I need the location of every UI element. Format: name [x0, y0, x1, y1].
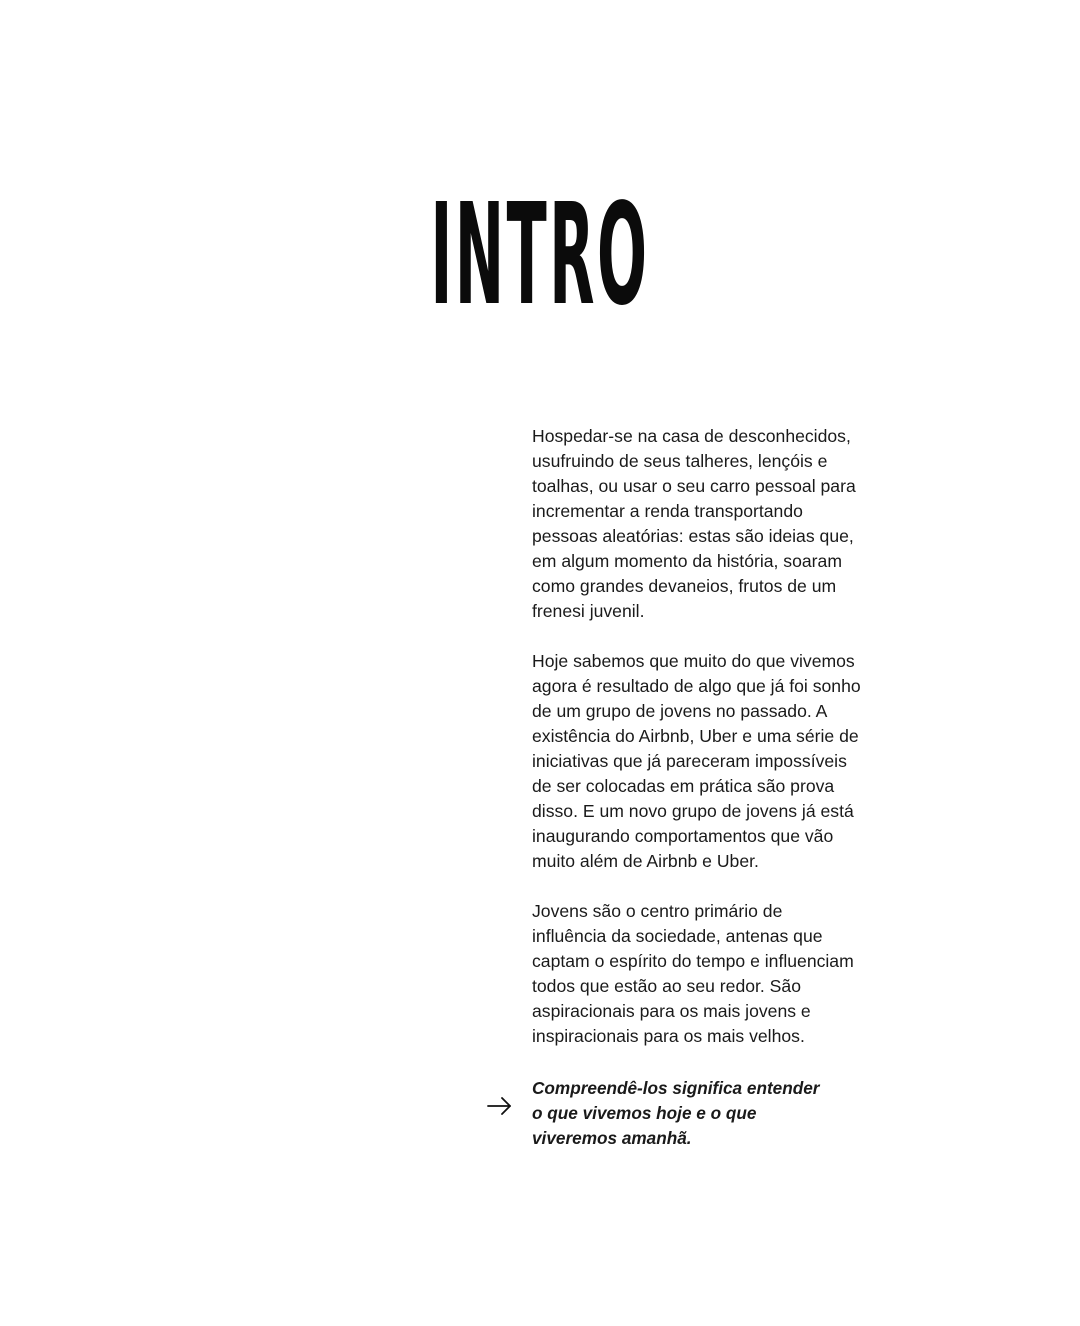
intro-paragraph-2: Hoje sabemos que muito do que vivemos agora é resultado de algo que já foi sonho de um grupo de jovens no passado. A existência do Airbnb, Uber e uma série de iniciativas que já pareceram impossíveis de ser colocadas em prática são prova disso. E um novo grupo de jovens já está inaugurando comportamentos que vão muito além de Airbnb e Uber.: [532, 651, 861, 871]
arrow-right-icon: [486, 1092, 514, 1120]
callout-text: Compreendê-los significa entender o que vivemos hoje e o que viveremos amanhã.: [532, 1078, 820, 1148]
page-title: INTRO: [430, 174, 650, 337]
intro-body: [532, 424, 877, 1074]
intro-paragraph-1: Hospedar-se na casa de desconhecidos, usufruindo de seus talheres, lençóis e toalhas, ou usar o seu carro pessoal para incrementar a renda transportando pessoas aleatórias: estas são ideias que, em algum momento da história, soaram como grandes devaneios, frutos de um frenesi juvenil.: [532, 426, 856, 621]
intro-paragraph-3: Jovens são o centro primário de influência da sociedade, antenas que captam o espírito do tempo e influenciam todos que estão ao seu redor. São aspiracionais para os mais jovens e inspiracionais para os mais velhos.: [532, 901, 854, 1046]
